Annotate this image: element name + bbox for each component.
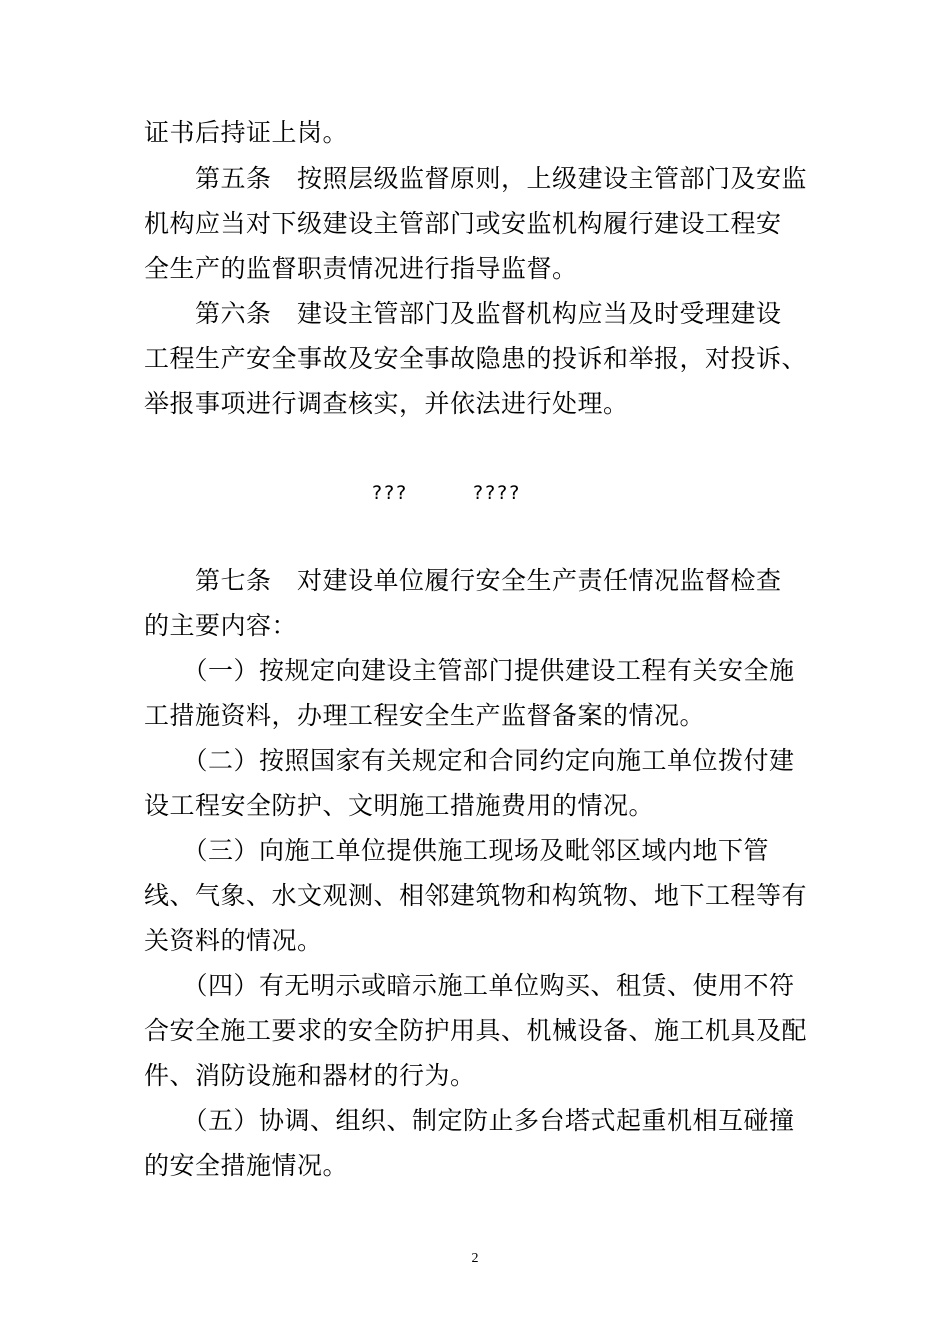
- chapter-heading-number: ???: [372, 482, 409, 504]
- text-line: 设工程安全防护、文明施工措施费用的情况。: [144, 791, 655, 820]
- text-line: 举报事项进行调查核实，并依法进行处理。: [144, 389, 629, 418]
- text-line: 第五条 按照层级监督原则，上级建设主管部门及安监: [144, 164, 808, 193]
- text-line: （五）协调、组织、制定防止多台塔式起重机相互碰撞: [144, 1106, 795, 1135]
- text-line: 第六条 建设主管部门及监督机构应当及时受理建设: [144, 299, 782, 328]
- text-line: 机构应当对下级建设主管部门或安监机构履行建设工程安: [144, 209, 782, 238]
- text-line: 线、气象、水文观测、相邻建筑物和构筑物、地下工程等有: [144, 881, 808, 910]
- text-line: 工程生产安全事故及安全事故隐患的投诉和举报，对投诉、: [144, 344, 808, 373]
- text-line: （一）按规定向建设主管部门提供建设工程有关安全施: [144, 656, 795, 685]
- text-line: （三）向施工单位提供施工现场及毗邻区域内地下管: [144, 836, 770, 865]
- text-line: 合安全施工要求的安全防护用具、机械设备、施工机具及配: [144, 1016, 808, 1045]
- text-line: 的主要内容：: [144, 611, 298, 640]
- chapter-heading-title: ????: [473, 482, 522, 504]
- text-line: 的安全措施情况。: [144, 1151, 349, 1180]
- text-line: （四）有无明示或暗示施工单位购买、租赁、使用不符: [144, 971, 795, 1000]
- text-line: 证书后持证上岗。: [144, 118, 349, 147]
- page-number: 2: [471, 1251, 479, 1266]
- text-line: 第七条 对建设单位履行安全生产责任情况监督检查: [144, 566, 782, 595]
- text-line: 件、消防设施和器材的行为。: [144, 1061, 476, 1090]
- text-line: 全生产的监督职责情况进行指导监督。: [144, 254, 578, 283]
- text-line: 关资料的情况。: [144, 926, 323, 955]
- text-line: （二）按照国家有关规定和合同约定向施工单位拨付建: [144, 746, 795, 775]
- text-line: 工措施资料，办理工程安全生产监督备案的情况。: [144, 701, 706, 730]
